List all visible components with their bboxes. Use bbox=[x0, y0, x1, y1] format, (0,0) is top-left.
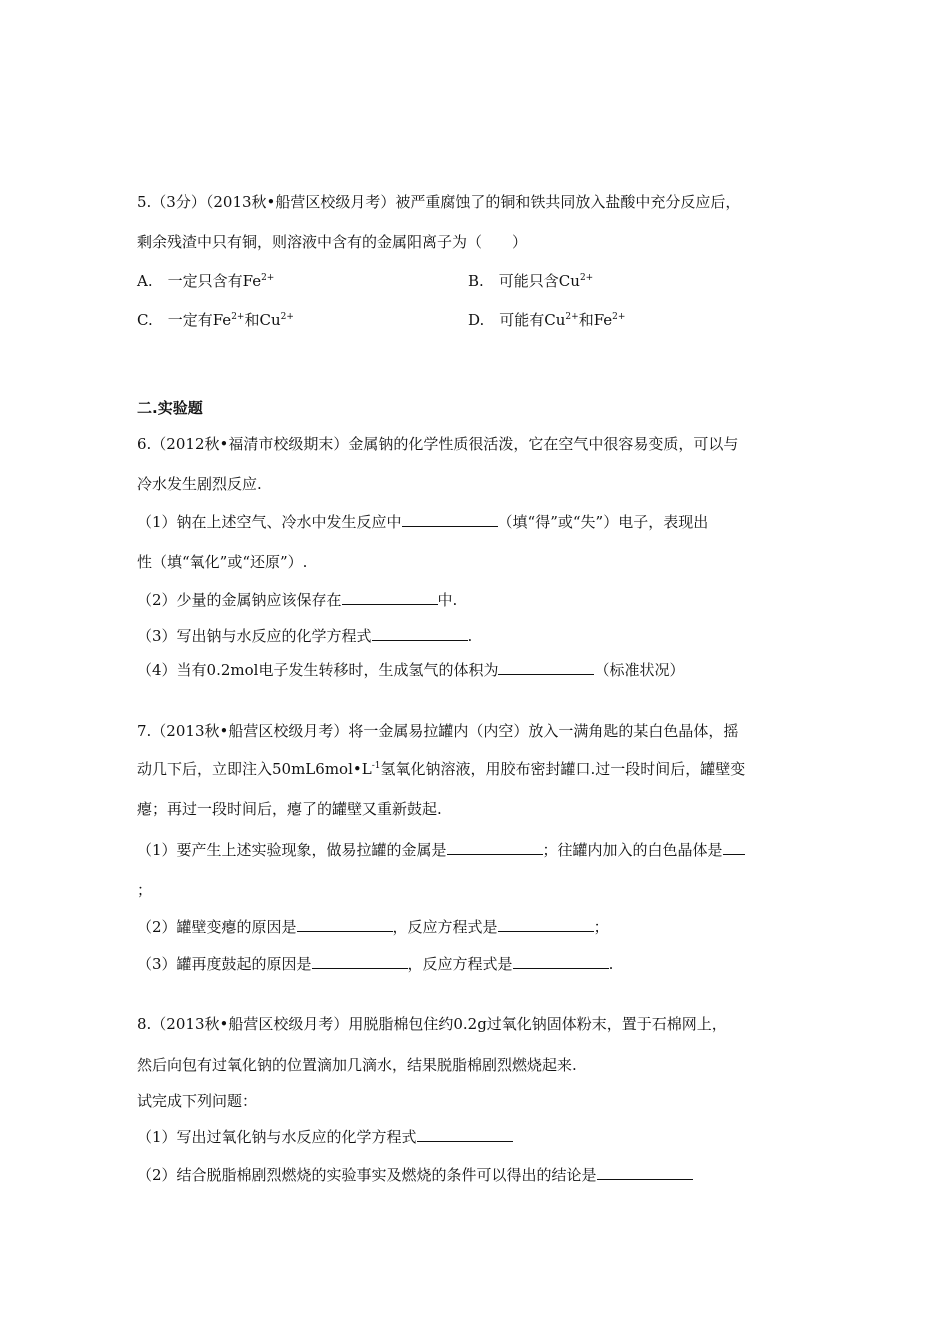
q8-part1-text-a: （1）写出过氧化钠与水反应的化学方程式 bbox=[137, 1128, 417, 1146]
section-heading: 二.实验题 bbox=[137, 399, 203, 417]
q7-part3-blank-equation[interactable] bbox=[513, 954, 609, 969]
q5-line1: 5.（3分）（2013秋•船营区校级月考）被严重腐蚀了的铜和铁共同放入盐酸中充分反应后， bbox=[137, 193, 741, 211]
q7-part1-text-b: ；往罐内加入的白色晶体是 bbox=[542, 841, 723, 859]
q7-line1: 7.（2013秋•船营区校级月考）将一金属易拉罐内（内空）放入一满角匙的某白色晶体，摇 bbox=[137, 722, 739, 740]
q5-option-c-text: C. 一定有Fe bbox=[137, 311, 232, 329]
q6-part4-blank[interactable] bbox=[498, 660, 594, 675]
q5-option-c bbox=[137, 309, 294, 331]
q7-line2-text-b: 氢氧化钠溶液，用胶布密封罐口.过一段时间后，罐壁变 bbox=[380, 760, 746, 778]
q5-option-d-text: D. 可能有Cu bbox=[468, 311, 566, 329]
q6-part4 bbox=[137, 659, 684, 681]
q7-line2-sup: -1 bbox=[371, 761, 381, 771]
q8-part2-blank[interactable] bbox=[597, 1165, 693, 1180]
q6-part3 bbox=[137, 625, 472, 647]
q7-part3 bbox=[137, 953, 613, 975]
q6-part1 bbox=[137, 511, 708, 533]
q5-option-b bbox=[468, 270, 593, 292]
q6-line2: 冷水发生剧烈反应. bbox=[137, 475, 262, 493]
q7-part2 bbox=[137, 916, 609, 938]
q6-part3-blank[interactable] bbox=[372, 626, 468, 641]
q6-part3-text-b: . bbox=[467, 627, 473, 645]
q7-part3-blank-reason[interactable] bbox=[312, 954, 408, 969]
q7-line2-text-a: 动几下后，立即注入50mL6mol•L bbox=[137, 760, 372, 778]
q5-option-b-sup: 2+ bbox=[579, 273, 594, 283]
q5-option-d bbox=[468, 309, 625, 331]
q6-part2 bbox=[137, 589, 457, 611]
q7-part3-text-a: （3）罐再度鼓起的原因是 bbox=[137, 955, 312, 973]
q6-part1-text-a: （1）钠在上述空气、冷水中发生反应中 bbox=[137, 513, 402, 531]
q5-line2: 剩余残渣中只有铜，则溶液中含有的金属阳离子为（ ） bbox=[137, 233, 528, 251]
q8-part1-blank[interactable] bbox=[417, 1127, 513, 1142]
q5-option-c-sup2: 2+ bbox=[280, 312, 294, 322]
q7-part1-cont: ； bbox=[137, 881, 153, 899]
q7-line2 bbox=[137, 758, 745, 780]
q8-part2 bbox=[137, 1164, 693, 1186]
q8-line2: 然后向包有过氧化钠的位置滴加几滴水，结果脱脂棉剧烈燃烧起来. bbox=[137, 1056, 577, 1074]
q6-part3-text-a: （3）写出钠与水反应的化学方程式 bbox=[137, 627, 372, 645]
q7-part2-text-a: （2）罐壁变瘪的原因是 bbox=[137, 918, 297, 936]
q7-part2-blank-reason[interactable] bbox=[297, 917, 393, 932]
q7-part3-text-b: ，反应方程式是 bbox=[407, 955, 513, 973]
q6-part2-text-b: 中. bbox=[437, 591, 458, 609]
q6-part1-blank[interactable] bbox=[402, 512, 498, 527]
q6-part1-cont: 性（填“氧化”或“还原”）. bbox=[137, 553, 308, 571]
q7-part1 bbox=[137, 839, 745, 861]
q7-part3-text-c: . bbox=[608, 955, 614, 973]
q5-option-a-text: A. 一定只含有Fe bbox=[137, 272, 262, 290]
q6-part2-text-a: （2）少量的金属钠应该保存在 bbox=[137, 591, 342, 609]
q7-part1-blank-metal[interactable] bbox=[447, 840, 543, 855]
q6-part2-blank[interactable] bbox=[342, 590, 438, 605]
q5-option-c-sup1: 2+ bbox=[231, 312, 245, 322]
q7-part1-blank-crystal[interactable] bbox=[723, 840, 745, 855]
q6-part4-text-b: （标准状况） bbox=[594, 661, 685, 679]
q6-line1: 6.（2012秋•福清市校级期末）金属钠的化学性质很活泼，它在空气中很容易变质，可以与 bbox=[137, 435, 739, 453]
q5-option-d-mid: 和Fe bbox=[578, 311, 613, 329]
q5-option-a bbox=[137, 270, 274, 292]
q7-part2-text-b: ，反应方程式是 bbox=[392, 918, 498, 936]
q8-part1 bbox=[137, 1126, 513, 1148]
q7-line3: 瘪；再过一段时间后，瘪了的罐壁又重新鼓起. bbox=[137, 800, 442, 818]
q5-option-a-sup: 2+ bbox=[261, 273, 275, 283]
q7-part1-text-a: （1）要产生上述实验现象，做易拉罐的金属是 bbox=[137, 841, 447, 859]
q8-line1: 8.（2013秋•船营区校级月考）用脱脂棉包住约0.2g过氧化钠固体粉末，置于石棉网上， bbox=[137, 1015, 727, 1033]
q7-part2-blank-equation[interactable] bbox=[498, 917, 594, 932]
q5-option-d-sup2: 2+ bbox=[612, 312, 626, 322]
q5-option-b-text: B. 可能只含Cu bbox=[468, 272, 580, 290]
q8-line3: 试完成下列问题： bbox=[137, 1092, 258, 1110]
q5-option-d-sup1: 2+ bbox=[565, 312, 579, 322]
q6-part4-text-a: （4）当有0.2mol电子发生转移时，生成氢气的体积为 bbox=[137, 661, 499, 679]
q7-part2-text-c: ； bbox=[593, 918, 609, 936]
q5-option-c-mid: 和Cu bbox=[244, 311, 281, 329]
q8-part2-text-a: （2）结合脱脂棉剧烈燃烧的实验事实及燃烧的条件可以得出的结论是 bbox=[137, 1166, 597, 1184]
q6-part1-text-b: （填“得”或“失”）电子，表现出 bbox=[497, 513, 709, 531]
